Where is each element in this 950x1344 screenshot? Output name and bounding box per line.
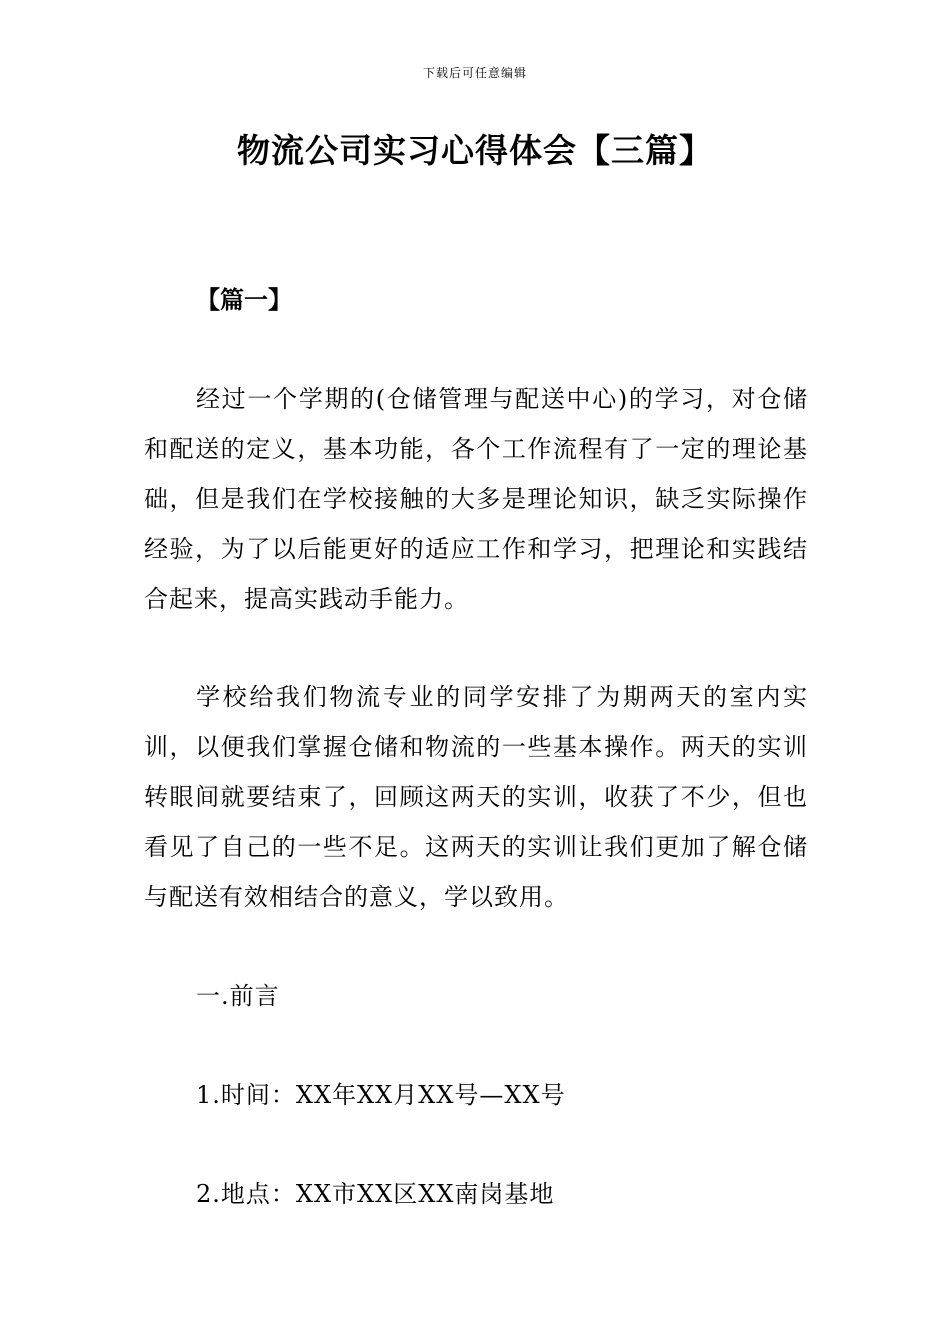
paragraph-1: 经过一个学期的(仓储管理与配送中心)的学习，对仓储和配送的定义，基本功能，各个工作流程有了一定的理论基础，但是我们在学校接触的大多是理论知识，缺乏实际操作经验，为了以后能更好的适应工作和学习，把理论和实践结合起来，提高实践动手能力。	[144, 385, 808, 613]
paragraph-2: 学校给我们物流专业的同学安排了为期两天的室内实训，以便我们掌握仓储和物流的一些基本操作。两天的实训转眼间就要结束了，回顾这两天的实训，收获了不少，但也看见了自己的一些不足。这两天的实训让我们更加了解仓储与配送有效相结合的意义，学以致用。	[144, 683, 808, 911]
heading-preface: 一.前言	[196, 982, 280, 1010]
page-title: 物流公司实习心得体会【三篇】	[237, 131, 713, 170]
detail-time: 1.时间：XX年XX月XX号—XX号	[196, 1081, 566, 1109]
detail-location: 2.地点：XX市XX区XX南岗基地	[196, 1180, 555, 1208]
section-label: 【篇一】	[196, 285, 292, 314]
header-note: 下载后可任意编辑	[422, 66, 527, 80]
